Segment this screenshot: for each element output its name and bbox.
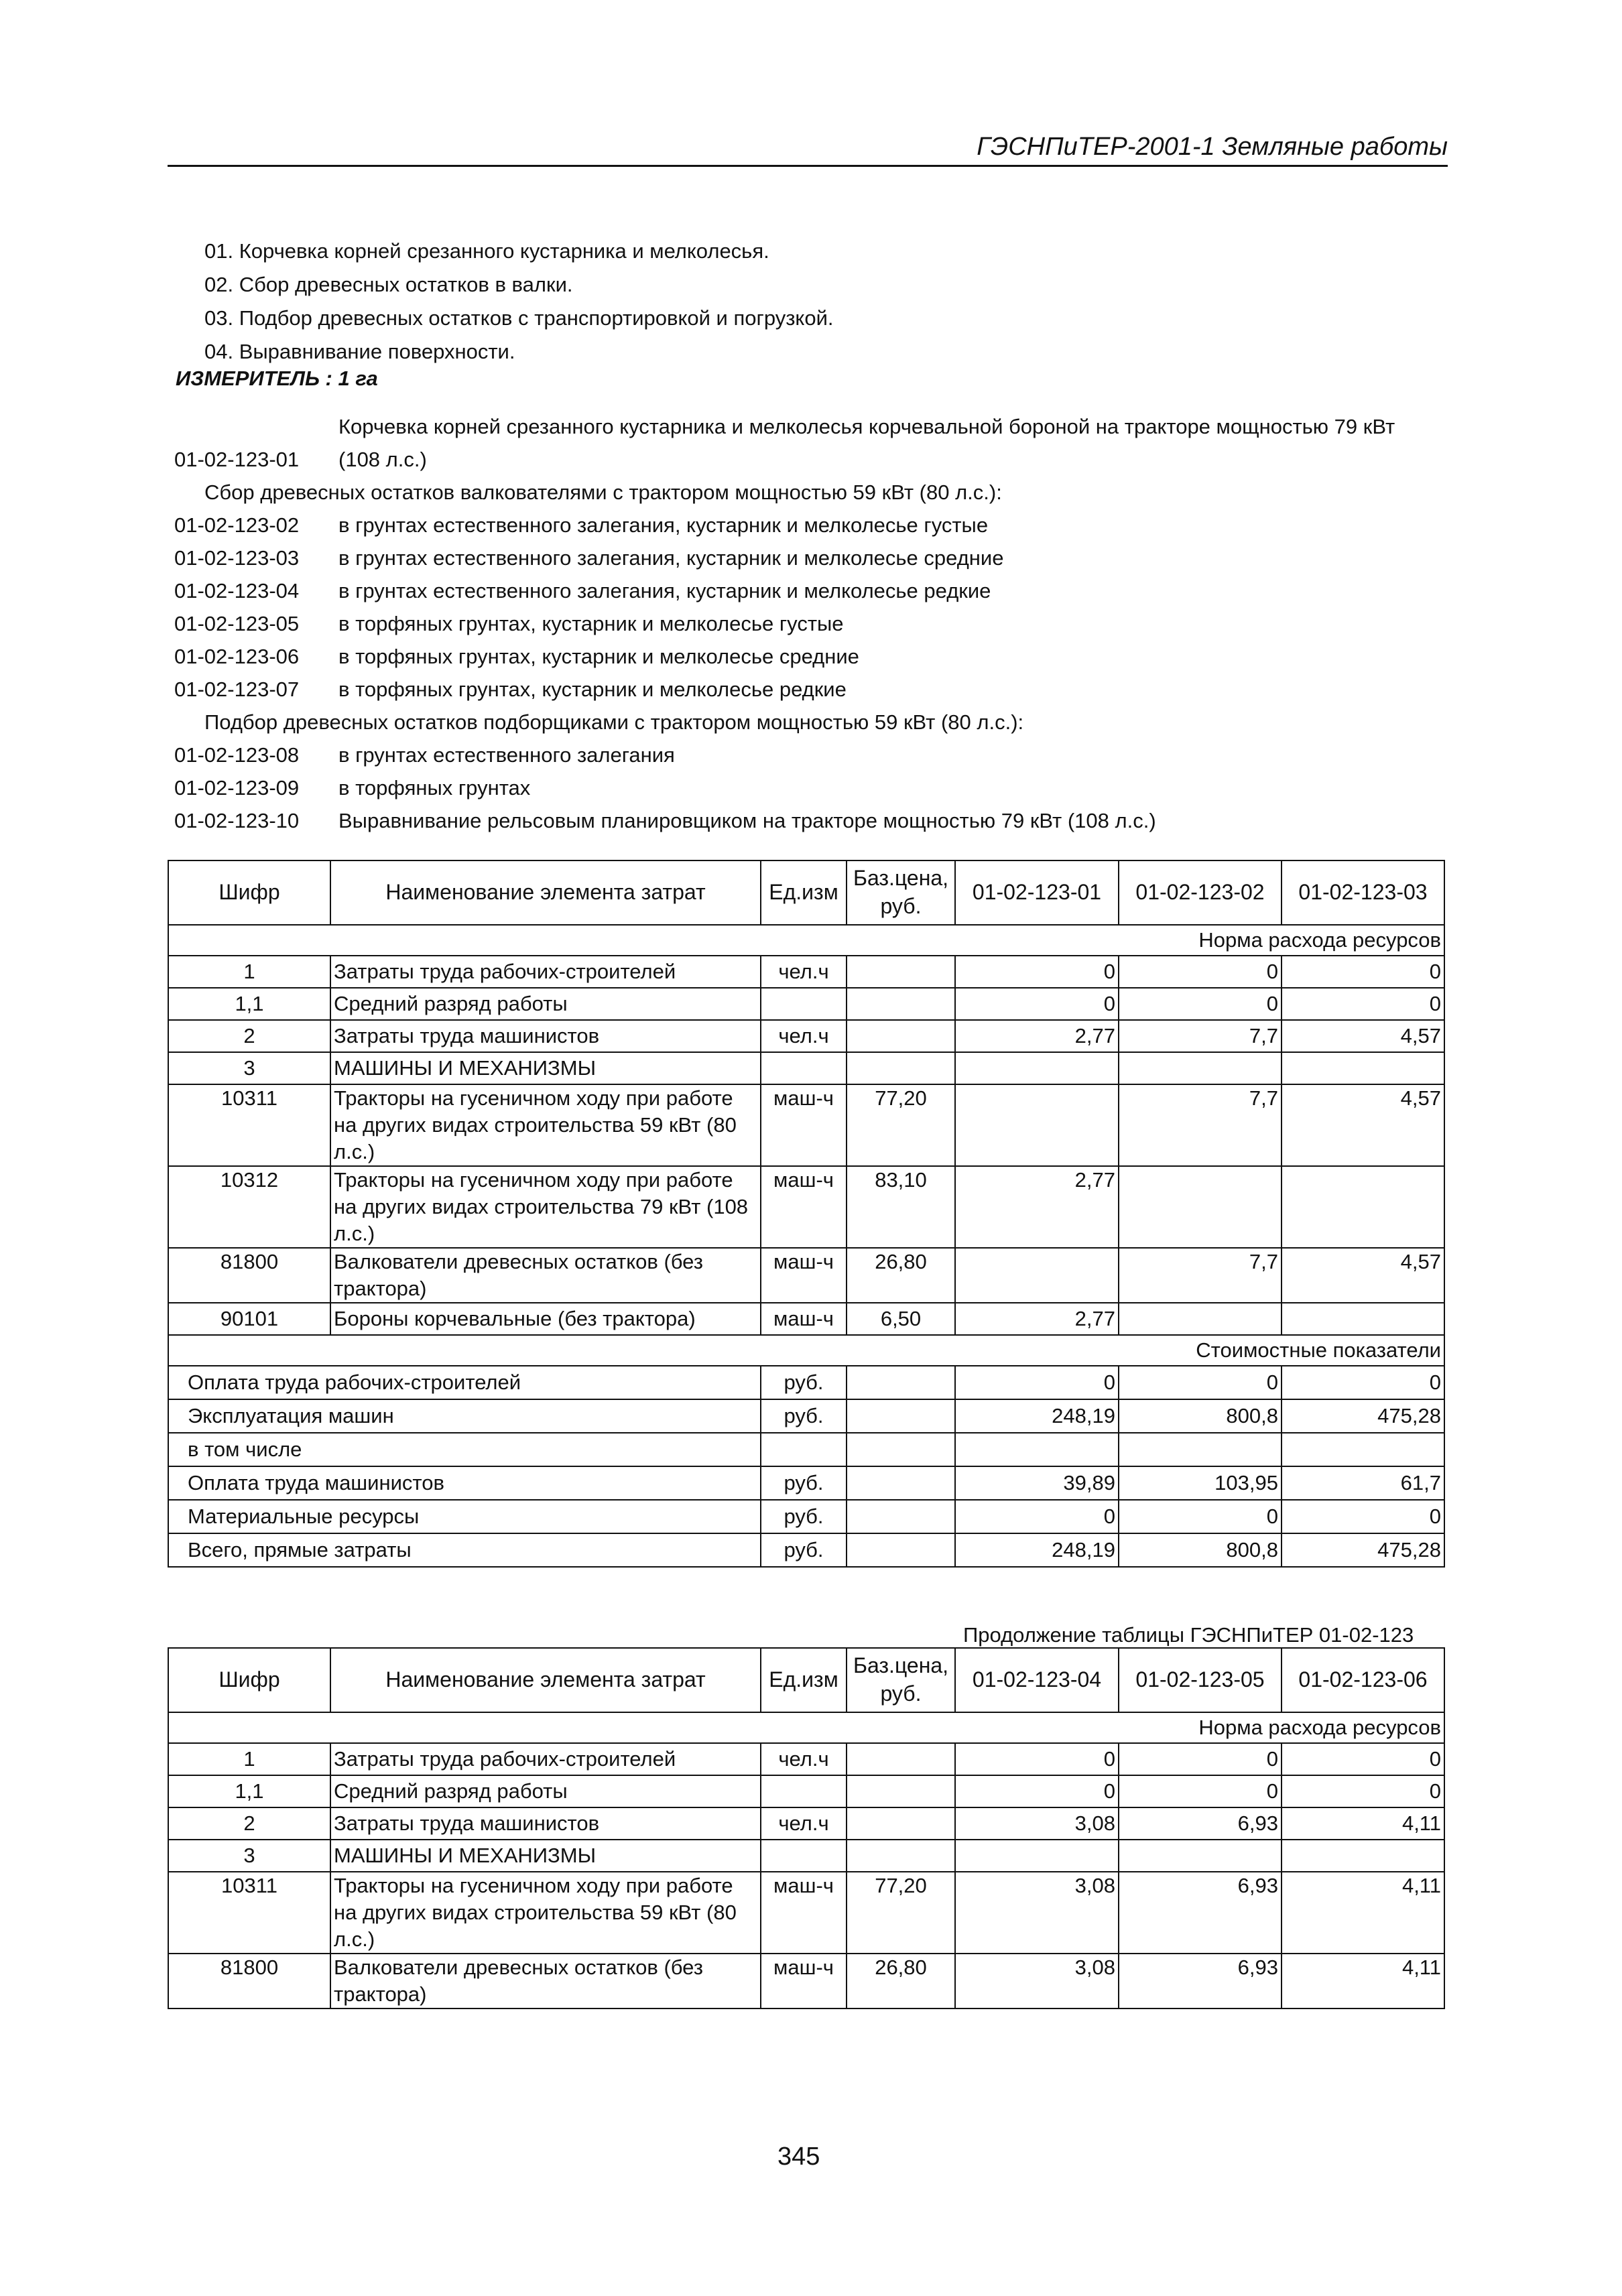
table-cell [761,988,847,1020]
table-cell: 61,7 [1282,1466,1444,1500]
table-cell [847,1840,955,1872]
col-item-header: 01-02-123-02 [1119,860,1282,925]
item-code: 01-02-123-03 [174,546,300,570]
table-cell: 2,77 [955,1303,1119,1335]
table-cell [1119,1433,1282,1466]
table-cell: Тракторы на гусеничном ходу при работе на других видах строительства 79 кВт (108 л.с.) [330,1166,761,1248]
table-cell [1282,1433,1444,1466]
table-cell [955,1052,1119,1084]
table-cell: чел.ч [761,1807,847,1840]
table-cell: 0 [1282,1500,1444,1533]
table-cell: 0 [1119,1500,1282,1533]
table-cell: 1,1 [168,1775,330,1807]
table-cell: 3 [168,1052,330,1084]
table-cell [847,988,955,1020]
table-cell [847,1433,955,1466]
cost-row [168,1366,1444,1399]
table-cell [955,1433,1119,1466]
table-cell: 26,80 [847,1954,955,2008]
table-row [168,1166,1444,1248]
table-cell: 6,93 [1119,1954,1282,2008]
item-text: (108 л.с.) [338,448,427,471]
table-row [168,1303,1444,1335]
table-cell: Затраты труда машинистов [330,1020,761,1052]
table-cell: маш-ч [761,1166,847,1248]
table-cell [1282,1052,1444,1084]
table-row [168,1872,1444,1954]
table-cell: 7,7 [1119,1084,1282,1166]
table-row [168,1743,1444,1775]
col-unit-header: Ед.изм [761,860,847,925]
table-cell: чел.ч [761,1743,847,1775]
table-cell: 83,10 [847,1166,955,1248]
item-text: в грунтах естественного залегания, кустарник и мелколесье редкие [338,579,991,602]
resource-table-2 [168,1647,1445,2009]
work-list [204,235,834,369]
table-cell: руб. [761,1399,847,1433]
table-cell [847,1743,955,1775]
cost-label: Стоимостные показатели [168,1335,1444,1366]
table-cell [847,1399,955,1433]
table-cell: 1,1 [168,988,330,1020]
item-text: в торфяных грунтах, кустарник и мелколесье средние [338,645,859,668]
cost-row [168,1466,1444,1500]
table-row [168,1248,1444,1303]
table-cell: маш-ч [761,1084,847,1166]
table-cell [761,1840,847,1872]
table-cell: 3,08 [955,1872,1119,1954]
table-row [168,988,1444,1020]
table-cell [847,1020,955,1052]
table-cell: 4,11 [1282,1954,1444,2008]
table-cell: 0 [1119,956,1282,988]
table-cell: 10311 [168,1084,330,1166]
table-cell: 0 [955,1366,1119,1399]
table-cell [847,1533,955,1567]
item-code: 01-02-123-07 [174,678,300,701]
group-heading: Сбор древесных остатков валкователями с трактором мощностью 59 кВт (80 л.с.): [204,481,1002,504]
table-cell: 1 [168,1743,330,1775]
table-cell: Валкователи древесных остатков (без трактора) [330,1954,761,2008]
table-cell: чел.ч [761,1020,847,1052]
table-cell [1119,1840,1282,1872]
table-cell: Затраты труда рабочих-строителей [330,956,761,988]
col-code-header: Шифр [168,1648,330,1712]
col-item-header: 01-02-123-03 [1282,860,1444,925]
table-cell [1119,1166,1282,1248]
table-cell: 800,8 [1119,1399,1282,1433]
item-code: 01-02-123-08 [174,743,300,767]
col-unit-header: Ед.изм [761,1648,847,1712]
table-cell: 4,57 [1282,1084,1444,1166]
table-row [168,1807,1444,1840]
table-cell: 4,11 [1282,1807,1444,1840]
table-header-row [168,860,1444,925]
table-cell [1119,1303,1282,1335]
cost-row [168,1433,1444,1466]
table-cell: 6,93 [1119,1872,1282,1954]
table-cell [847,1466,955,1500]
table-cell: 0 [1119,1775,1282,1807]
table-cell: 77,20 [847,1872,955,1954]
table-cell: 81800 [168,1248,330,1303]
table-cell [955,1084,1119,1166]
table-cell: 0 [1282,956,1444,988]
table-cell [955,1840,1119,1872]
table-cell [847,1775,955,1807]
table-cell: 0 [1282,1366,1444,1399]
item-text: в торфяных грунтах, кустарник и мелколесье густые [338,612,844,635]
table-cell: 0 [955,1775,1119,1807]
table-row [168,1020,1444,1052]
item-text: в грунтах естественного залегания, кустарник и мелколесье густые [338,513,989,537]
table-row [168,1084,1444,1166]
table-cell [761,1775,847,1807]
list-item [174,574,1448,607]
work-item: 04. Выравнивание поверхности. [204,340,515,363]
item-text: Выравнивание рельсовым планировщиком на тракторе мощностью 79 кВт (108 л.с.) [338,809,1156,832]
table-cell: МАШИНЫ И МЕХАНИЗМЫ [330,1840,761,1872]
table-cell [847,1052,955,1084]
item-text: в торфяных грунтах [338,776,531,800]
table-cell: 248,19 [955,1399,1119,1433]
list-item [174,804,1448,837]
table-cell: 3 [168,1840,330,1872]
table-cell: маш-ч [761,1872,847,1954]
col-code-header: Шифр [168,860,330,925]
table-cell: 81800 [168,1954,330,2008]
col-item-header: 01-02-123-06 [1282,1648,1444,1712]
list-item [174,607,1448,640]
list-item [174,739,1448,771]
table-cell: Тракторы на гусеничном ходу при работе на других видах строительства 59 кВт (80 л.с.) [330,1872,761,1954]
table-cell: Средний разряд работы [330,988,761,1020]
resource-table-1 [168,860,1445,1568]
continuation-caption: Продолжение таблицы ГЭСНПиТЕР 01-02-123 [963,1623,1414,1647]
col-name-header: Наименование элемента затрат [330,860,761,925]
col-item-header: 01-02-123-05 [1119,1648,1282,1712]
table-cell: 77,20 [847,1084,955,1166]
list-item [174,673,1448,706]
item-code: 01-02-123-10 [174,809,300,832]
norm-label: Норма расхода ресурсов [168,1712,1444,1743]
group-heading: Подбор древесных остатков подборщиками с трактором мощностью 59 кВт (80 л.с.): [204,710,1024,734]
table-cell: 800,8 [1119,1533,1282,1567]
table-cell: Валкователи древесных остатков (без трактора) [330,1248,761,1303]
table-cell: 26,80 [847,1248,955,1303]
item-text: в грунтах естественного залегания, кустарник и мелколесье средние [338,546,1004,570]
table-cell: 6,93 [1119,1807,1282,1840]
table-cell: 103,95 [1119,1466,1282,1500]
list-item [174,509,1448,541]
table-row [168,1775,1444,1807]
table-cell: 475,28 [1282,1399,1444,1433]
item-text: Корчевка корней срезанного кустарника и мелколесья корчевальной бороной на тракторе мощностью 79 кВт [338,415,1395,438]
list-item [174,410,1448,476]
table-cell: Затраты труда рабочих-строителей [330,1743,761,1775]
table-cell: 248,19 [955,1533,1119,1567]
table-cell: 3,08 [955,1954,1119,2008]
col-item-header: 01-02-123-01 [955,860,1119,925]
table-cell [1282,1166,1444,1248]
table-cell [847,1366,955,1399]
table-cell: Тракторы на гусеничном ходу при работе на других видах строительства 59 кВт (80 л.с.) [330,1084,761,1166]
table-cell: 4,57 [1282,1248,1444,1303]
table-cell: 10311 [168,1872,330,1954]
item-code: 01-02-123-01 [174,448,300,471]
work-item: 03. Подбор древесных остатков с транспортировкой и погрузкой. [204,306,834,330]
running-header: ГЭСНПиТЕР-2001-1 Земляные работы [168,131,1448,167]
list-item [174,771,1448,804]
table-cell: 39,89 [955,1466,1119,1500]
cost-row [168,1500,1444,1533]
table-cell [1119,1052,1282,1084]
item-code: 01-02-123-04 [174,579,300,602]
table-cell: маш-ч [761,1303,847,1335]
table-cell: 0 [1119,988,1282,1020]
table-header-row [168,1648,1444,1712]
table-cell [847,1500,955,1533]
table-cell: 0 [1282,1743,1444,1775]
item-code: 01-02-123-05 [174,612,300,635]
list-item [174,640,1448,673]
col-price-header: Баз.цена, руб. [847,860,955,925]
table-cell: 10312 [168,1166,330,1248]
work-item: 01. Корчевка корней срезанного кустарника и мелколесья. [204,239,769,263]
item-text: в грунтах естественного залегания [338,743,675,767]
table-cell: Оплата труда машинистов [168,1466,761,1500]
table-cell: Всего, прямые затраты [168,1533,761,1567]
work-item: 02. Сбор древесных остатков в валки. [204,273,573,296]
table-cell: в том числе [168,1433,761,1466]
table-row [168,1954,1444,2008]
col-price-header: Баз.цена, руб. [847,1648,955,1712]
table-cell: Средний разряд работы [330,1775,761,1807]
table-cell: Эксплуатация машин [168,1399,761,1433]
table-cell [847,956,955,988]
table-cell: 1 [168,956,330,988]
col-name-header: Наименование элемента затрат [330,1648,761,1712]
table-cell: МАШИНЫ И МЕХАНИЗМЫ [330,1052,761,1084]
table-cell [847,1807,955,1840]
item-list [174,410,1448,837]
table-cell: 0 [955,1500,1119,1533]
table-row [168,1840,1444,1872]
table-cell [1282,1840,1444,1872]
table-cell: 2,77 [955,1020,1119,1052]
table-cell: маш-ч [761,1248,847,1303]
table-row [168,956,1444,988]
table-cell: чел.ч [761,956,847,988]
table-cell: 4,57 [1282,1020,1444,1052]
table-cell: 4,11 [1282,1872,1444,1954]
table-cell: руб. [761,1366,847,1399]
item-code: 01-02-123-09 [174,776,300,800]
col-item-header: 01-02-123-04 [955,1648,1119,1712]
table-cell: 0 [1282,1775,1444,1807]
table-cell: 0 [955,1743,1119,1775]
table-cell [761,1433,847,1466]
table-cell: 0 [955,988,1119,1020]
cost-row [168,1533,1444,1567]
table-cell: Бороны корчевальные (без трактора) [330,1303,761,1335]
table-cell [761,1052,847,1084]
table-cell: 7,7 [1119,1248,1282,1303]
table-cell: Материальные ресурсы [168,1500,761,1533]
table-cell [955,1248,1119,1303]
table-cell: руб. [761,1466,847,1500]
table-cell [1282,1303,1444,1335]
table-cell: маш-ч [761,1954,847,2008]
table-cell: 2,77 [955,1166,1119,1248]
table-cell: 0 [1282,988,1444,1020]
table-cell: руб. [761,1533,847,1567]
table-cell: 2 [168,1807,330,1840]
norm-label: Норма расхода ресурсов [168,925,1444,956]
table-row [168,1052,1444,1084]
table-cell: 2 [168,1020,330,1052]
table-cell: 0 [955,956,1119,988]
list-item [174,541,1448,574]
table-cell: 6,50 [847,1303,955,1335]
table-cell: 0 [1119,1743,1282,1775]
cost-row [168,1399,1444,1433]
table-cell: 475,28 [1282,1533,1444,1567]
table-cell: Оплата труда рабочих-строителей [168,1366,761,1399]
table-cell: 3,08 [955,1807,1119,1840]
item-code: 01-02-123-02 [174,513,300,537]
table-cell: 0 [1119,1366,1282,1399]
item-code: 01-02-123-06 [174,645,300,668]
table-cell: руб. [761,1500,847,1533]
table-cell: Затраты труда машинистов [330,1807,761,1840]
item-text: в торфяных грунтах, кустарник и мелколесье редкие [338,678,847,701]
table-cell: 7,7 [1119,1020,1282,1052]
table-cell: 90101 [168,1303,330,1335]
measure-unit: ИЗМЕРИТЕЛЬ : 1 га [176,367,378,390]
page-number: 345 [777,2143,820,2171]
